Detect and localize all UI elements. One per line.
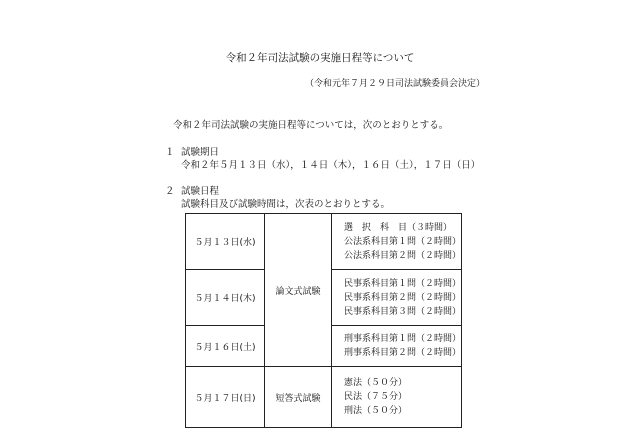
subject-line: 選 択 科 目（３時間） — [344, 222, 453, 233]
section-2-body: 試験科目及び試験時間は，次表のとおりとする。 — [181, 199, 391, 210]
date-cell: ５月１７日(日) — [186, 367, 265, 428]
section-1-heading: 試験期日 — [181, 147, 220, 158]
subject-line: 刑事系科目第２問（２時間） — [344, 348, 462, 358]
subject-line: 民事系科目第１問（２時間） — [344, 278, 462, 289]
table-row — [186, 367, 462, 428]
subject-line: 公法系科目第１問（２時間） — [344, 236, 462, 247]
exam-type-cell: 論文式試験 — [265, 214, 332, 367]
subject-line: 民法（７５分） — [344, 392, 408, 402]
exam-type-cell: 短答式試験 — [265, 367, 332, 428]
subject-line: 民事系科目第２問（２時間） — [344, 292, 462, 303]
section-1-body: 令和２年５月１３日（水），１４日（木），１６日（土），１７日（日） — [181, 160, 481, 171]
section-2-heading: 試験日程 — [181, 186, 220, 197]
decision-note: （令和元年７月２９日司法試験委員会決定） — [304, 79, 485, 89]
table-row — [186, 214, 462, 270]
schedule-table — [185, 213, 462, 428]
subject-line: 公法系科目第２問（２時間） — [344, 250, 462, 261]
date-cell: ５月１６日(土) — [186, 326, 265, 367]
section-2-number: ２ — [165, 186, 175, 197]
subject-line: 民事系科目第３問（２時間） — [344, 306, 462, 317]
subjects-cell — [332, 367, 462, 428]
subject-line: 憲法（５０分） — [344, 378, 408, 388]
subjects-cell — [332, 214, 462, 270]
date-cell: ５月１４日(木) — [186, 270, 265, 326]
subjects-cell — [332, 270, 462, 326]
subject-line: 刑法（５０分） — [344, 406, 408, 416]
date-cell: ５月１３日(水) — [186, 214, 265, 270]
subjects-cell — [332, 326, 462, 367]
section-1-number: １ — [165, 147, 175, 158]
document-title: 令和２年司法試験の実施日程等について — [225, 52, 415, 64]
subject-line: 刑事系科目第１問（２時間） — [344, 334, 462, 344]
intro-paragraph: 令和２年司法試験の実施日程等については，次のとおりとする。 — [173, 120, 449, 131]
